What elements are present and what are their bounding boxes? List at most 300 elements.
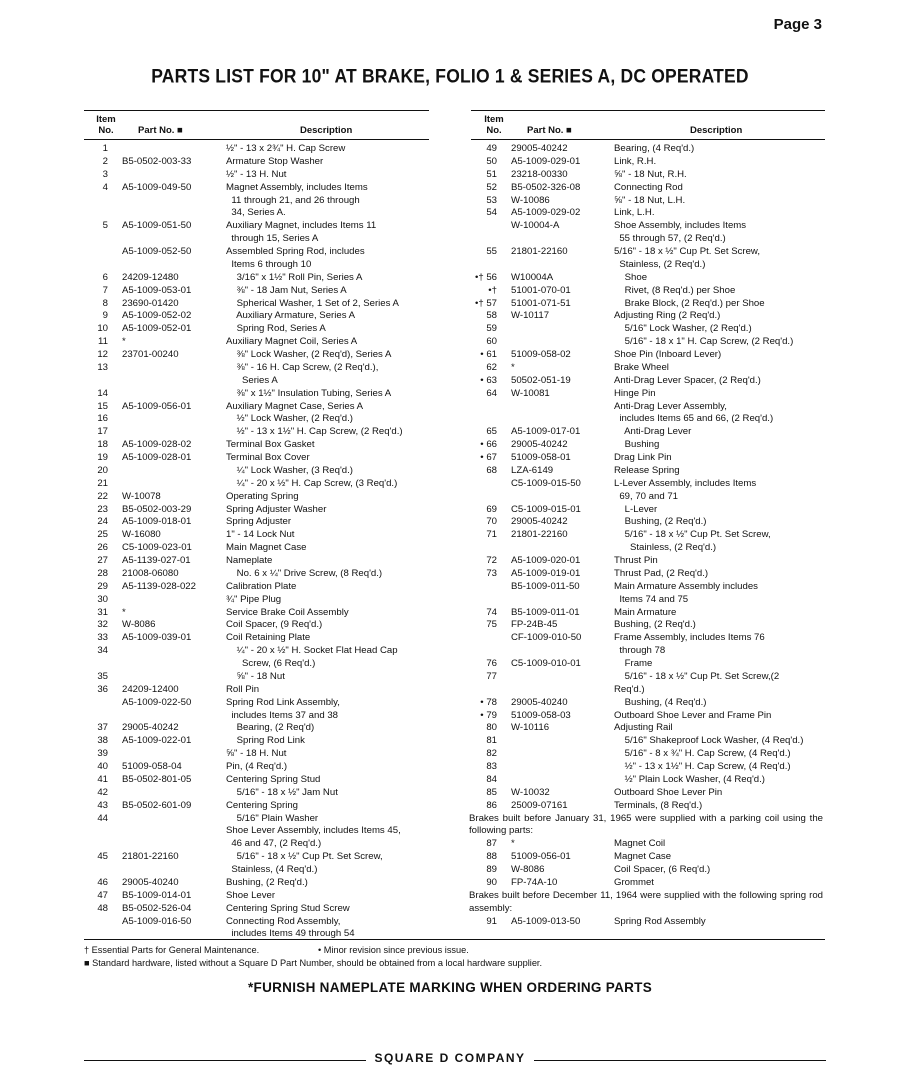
- table-row: [471, 581, 825, 594]
- part-number: A5-1009-013-50: [511, 915, 581, 927]
- part-number: 29005-40240: [122, 876, 179, 888]
- part-description: Link, R.H.: [614, 155, 657, 167]
- part-description: Screw, (6 Req'd.): [226, 658, 316, 669]
- table-row: [84, 671, 429, 684]
- part-description: Grommet: [614, 876, 654, 888]
- part-description: Auxiliary Magnet Coil, Series A: [226, 336, 358, 348]
- part-number: 51009-058-04: [122, 761, 182, 772]
- part-description: Calibration Plate: [226, 580, 297, 592]
- table-row: [84, 401, 429, 414]
- part-description: L-Lever: [614, 503, 658, 515]
- part-number: W-10116: [511, 722, 550, 734]
- table-row: [84, 890, 429, 903]
- table-row: [84, 272, 429, 285]
- item-number: 83: [486, 761, 497, 772]
- part-description: Drag Link Pin: [614, 452, 672, 463]
- table-row: [471, 362, 825, 375]
- part-description: Shoe: [614, 271, 648, 283]
- part-description: ½" Lock Washer, (2 Req'd.): [226, 413, 353, 425]
- part-description: Anti-Drag Lever Assembly,: [614, 400, 727, 412]
- part-description: Spring Rod Link Assembly,: [226, 696, 340, 708]
- part-description: ⅜" - 18 Jam Nut, Series A: [226, 284, 347, 296]
- table-row: [471, 272, 825, 285]
- part-description: No. 6 x ¼" Drive Screw, (8 Req'd.): [226, 567, 383, 579]
- table-row: [84, 388, 429, 401]
- part-description: ½" - 13 x 2¾" H. Cap Screw: [226, 143, 346, 154]
- part-description: 5/16" - 18 x 1" H. Cap Screw, (2 Req'd.): [614, 336, 794, 348]
- description-header: Description: [690, 125, 743, 136]
- left-parts-table: [84, 143, 429, 941]
- item-number: •†: [488, 284, 497, 296]
- footnote-essential: † Essential Parts for General Maintenance.: [84, 945, 260, 955]
- part-number: *: [122, 336, 126, 348]
- table-row: [84, 594, 429, 607]
- item-number: 38: [97, 735, 108, 747]
- part-description: 3/16" x 1½" Roll Pin, Series A: [226, 271, 363, 283]
- part-description: Spring Rod, Series A: [226, 323, 326, 335]
- item-number: 6: [102, 271, 108, 283]
- item-number: •† 57: [474, 297, 497, 309]
- item-number: 15: [97, 400, 108, 412]
- note-text: Brakes built before December 11, 1964 were supplied with the following spring rod assembly:: [469, 889, 823, 914]
- part-number: A5-1009-022-01: [122, 735, 192, 747]
- part-number: B5-0502-526-04: [122, 902, 192, 914]
- part-number: A5-1009-039-01: [122, 632, 192, 644]
- table-row: [471, 529, 825, 542]
- item-number: 18: [97, 439, 108, 451]
- table-row: [84, 800, 429, 813]
- part-number: W-10086: [511, 194, 550, 206]
- item-number: 1: [102, 143, 108, 154]
- part-description: Assembled Spring Rod, includes: [226, 246, 365, 257]
- table-row: [84, 813, 429, 826]
- item-number: 54: [486, 207, 497, 219]
- part-description: 34, Series A.: [226, 207, 286, 219]
- item-number: 29: [97, 580, 108, 592]
- part-number: W-10117: [511, 310, 550, 322]
- part-description: Armature Stop Washer: [226, 155, 324, 167]
- part-description: 55 through 57, (2 Req'd.): [614, 233, 726, 245]
- item-number: 3: [102, 168, 108, 180]
- part-number: A5-1009-028-02: [122, 439, 192, 451]
- part-description: Spring Adjuster: [226, 516, 292, 528]
- item-number: 43: [97, 799, 108, 811]
- part-description: Bearing, (2 Req'd): [226, 722, 315, 734]
- table-row: [471, 491, 825, 504]
- part-description: 1" - 14 Lock Nut: [226, 529, 295, 541]
- table-row: [471, 504, 825, 517]
- table-row: [84, 310, 429, 323]
- part-number: B5-0502-003-29: [122, 503, 192, 515]
- table-row: [84, 761, 429, 774]
- part-description: Series A: [226, 374, 278, 386]
- part-description: ¾" Pipe Plug: [226, 593, 282, 605]
- table-row: [84, 362, 429, 375]
- table-row: [84, 619, 429, 632]
- item-number: 81: [486, 735, 497, 747]
- item-number: 34: [97, 645, 108, 657]
- item-number: 72: [486, 555, 497, 566]
- table-row: [471, 349, 825, 362]
- table-row: [84, 207, 429, 220]
- part-number: B5-1009-011-01: [511, 606, 580, 618]
- part-number: 21008-06080: [122, 567, 179, 579]
- item-number: 85: [486, 786, 497, 798]
- part-number: A5-1139-027-01: [122, 555, 191, 566]
- part-number: C5-1009-015-01: [511, 503, 581, 515]
- part-description: Outboard Shoe Lever Pin: [614, 786, 723, 798]
- table-row: [84, 851, 429, 864]
- part-description: through 78: [614, 645, 666, 657]
- part-number: A5-1009-052-50: [122, 246, 192, 257]
- part-description: Spring Rod Assembly: [614, 915, 706, 927]
- part-no-header: Part No. ■: [527, 125, 572, 136]
- item-number: 23: [97, 503, 108, 515]
- table-row: [84, 195, 429, 208]
- table-row: [84, 413, 429, 426]
- part-description: Auxiliary Magnet Case, Series A: [226, 400, 364, 412]
- part-number: 21801-22160: [511, 246, 568, 257]
- part-number: 51009-056-01: [511, 851, 571, 863]
- table-row: [471, 838, 825, 851]
- item-number: 37: [97, 722, 108, 734]
- rule: [471, 110, 825, 111]
- part-number: LZA-6149: [511, 464, 554, 476]
- table-row: [84, 465, 429, 478]
- table-row: [84, 246, 429, 259]
- part-description: Centering Spring Stud Screw: [226, 902, 350, 914]
- part-number: FP-24B-45: [511, 619, 558, 631]
- part-description: Main Armature: [614, 606, 677, 618]
- part-number: A5-1009-017-01: [511, 426, 581, 438]
- item-number: 69: [486, 503, 497, 515]
- part-description: Magnet Case: [614, 851, 672, 863]
- part-description: includes Items 65 and 66, (2 Req'd.): [614, 413, 774, 425]
- part-description: Connecting Rod Assembly,: [226, 915, 341, 927]
- part-description: Main Armature Assembly includes: [614, 580, 758, 592]
- furnish-note: *FURNISH NAMEPLATE MARKING WHEN ORDERING PARTS: [247, 980, 653, 995]
- part-number: 29005-40242: [511, 439, 568, 451]
- item-number: • 79: [480, 709, 497, 721]
- table-row: [84, 439, 429, 452]
- table-row: [84, 529, 429, 542]
- part-number: B5-0502-003-33: [122, 155, 192, 167]
- part-description: 11 through 21, and 26 through: [226, 194, 360, 206]
- part-description: Thrust Pin: [614, 555, 658, 566]
- part-description: includes Items 49 through 54: [226, 928, 355, 940]
- part-description: 5/16" Shakeproof Lock Washer, (4 Req'd.): [614, 735, 804, 747]
- part-description: Shoe Lever Assembly, includes Items 45,: [226, 825, 401, 837]
- item-number: 31: [97, 606, 108, 618]
- table-row: [84, 375, 429, 388]
- item-number: 62: [486, 361, 497, 373]
- item-number: 13: [97, 361, 108, 373]
- part-description: Shoe Lever: [226, 889, 276, 901]
- part-description: ⅝" - 18 H. Nut: [226, 748, 287, 760]
- part-description: 5/16" - 18 x ½" Cup Pt. Set Screw,(2: [614, 670, 780, 682]
- table-row: [471, 542, 825, 555]
- part-description: Link, L.H.: [614, 207, 655, 219]
- table-row: [471, 800, 825, 813]
- part-description: Release Spring: [614, 464, 680, 476]
- part-number: 51009-058-03: [511, 709, 571, 721]
- part-number: A5-1139-028-022: [122, 580, 196, 592]
- part-number: 23218-00330: [511, 168, 568, 180]
- table-row: [84, 838, 429, 851]
- part-description: Coil Retaining Plate: [226, 632, 311, 644]
- table-row: [471, 413, 825, 426]
- part-number: C5-1009-023-01: [122, 542, 192, 554]
- part-number: 29005-40242: [511, 143, 568, 154]
- part-description: Main Magnet Case: [226, 542, 307, 554]
- part-number: 29005-40240: [511, 696, 568, 708]
- item-number: 44: [97, 812, 108, 824]
- item-number: 74: [486, 606, 497, 618]
- item-number: 65: [486, 426, 497, 438]
- table-row: [471, 310, 825, 323]
- table-row: [84, 903, 429, 916]
- rule: [84, 110, 429, 111]
- table-row: [84, 182, 429, 195]
- item-number: 52: [486, 181, 497, 193]
- part-number: A5-1009-028-01: [122, 452, 192, 463]
- table-row: [471, 323, 825, 336]
- table-row: [471, 916, 825, 929]
- part-description: 5/16" - 18 x ½" Cup Pt. Set Screw,: [614, 529, 771, 541]
- part-description: Hinge Pin: [614, 387, 656, 399]
- part-description: Bushing, (2 Req'd.): [614, 516, 707, 528]
- table-row: [84, 143, 429, 156]
- table-row: [84, 825, 429, 838]
- item-number: 60: [486, 336, 497, 348]
- table-row: [471, 207, 825, 220]
- part-number: A5-1009-020-01: [511, 555, 581, 566]
- item-number: 16: [97, 413, 108, 425]
- item-number: 8: [102, 297, 108, 309]
- item-number: 35: [97, 670, 108, 682]
- table-note: [471, 890, 825, 916]
- table-row: [471, 259, 825, 272]
- table-row: [471, 851, 825, 864]
- item-number: 9: [102, 310, 108, 322]
- item-number: 50: [486, 155, 497, 167]
- item-number: 14: [97, 387, 108, 399]
- part-number: A5-1009-052-02: [122, 310, 192, 322]
- item-number: 51: [486, 168, 497, 180]
- part-description: 69, 70 and 71: [614, 490, 679, 502]
- table-row: [84, 697, 429, 710]
- table-row: [471, 336, 825, 349]
- part-number: 21801-22160: [511, 529, 568, 541]
- part-description: ⅜" Lock Washer, (2 Req'd), Series A: [226, 349, 392, 360]
- item-number: 59: [486, 323, 497, 335]
- table-row: [84, 298, 429, 311]
- table-row: [471, 864, 825, 877]
- part-description: Bushing, (2 Req'd.): [226, 876, 308, 888]
- part-description: Bushing, (2 Req'd.): [614, 619, 696, 631]
- table-row: [471, 671, 825, 684]
- item-number: 26: [97, 542, 108, 554]
- part-number: 23701-00240: [122, 349, 179, 360]
- part-description: Operating Spring: [226, 490, 299, 502]
- part-description: Frame Assembly, includes Items 76: [614, 632, 765, 644]
- part-description: Spring Adjuster Washer: [226, 503, 327, 515]
- item-number: 40: [97, 761, 108, 772]
- part-number: W-10081: [511, 387, 550, 399]
- part-number: W-16080: [122, 529, 161, 541]
- table-row: [84, 349, 429, 362]
- part-description: Terminals, (8 Req'd.): [614, 799, 703, 811]
- table-row: [84, 774, 429, 787]
- table-row: [471, 877, 825, 890]
- part-description: Connecting Rod: [614, 181, 683, 193]
- item-number: 7: [102, 284, 108, 296]
- item-number: 17: [97, 426, 108, 438]
- item-number: • 66: [480, 439, 497, 451]
- table-row: [471, 298, 825, 311]
- part-number: A5-1009-019-01: [511, 567, 581, 579]
- table-row: [84, 555, 429, 568]
- part-description: Stainless, (2 Req'd.): [614, 542, 717, 554]
- part-description: ¼" Lock Washer, (3 Req'd.): [226, 464, 353, 476]
- table-row: [84, 645, 429, 658]
- part-description: Terminal Box Cover: [226, 452, 310, 463]
- item-number: 84: [486, 773, 497, 785]
- part-number: A5-1009-056-01: [122, 400, 192, 412]
- item-no-header: Item No.: [96, 114, 116, 136]
- part-number: 51009-058-02: [511, 349, 571, 360]
- table-row: [471, 645, 825, 658]
- table-row: [84, 916, 429, 929]
- part-description: ½" Plain Lock Washer, (4 Req'd.): [614, 773, 765, 785]
- part-number: 51001-070-01: [511, 284, 571, 296]
- item-number: 5: [102, 220, 108, 232]
- table-row: [84, 710, 429, 723]
- item-number: • 67: [480, 452, 497, 463]
- item-number: • 78: [480, 696, 497, 708]
- right-parts-table: [471, 143, 825, 928]
- item-number: 49: [486, 143, 497, 154]
- table-row: [471, 426, 825, 439]
- item-number: 73: [486, 567, 497, 579]
- table-row: [471, 748, 825, 761]
- table-row: [471, 439, 825, 452]
- item-number: 25: [97, 529, 108, 541]
- part-description: L-Lever Assembly, includes Items: [614, 477, 757, 489]
- table-row: [471, 568, 825, 581]
- part-description: Anti-Drag Lever Spacer, (2 Req'd.): [614, 374, 761, 386]
- part-description: 46 and 47, (2 Req'd.): [226, 838, 322, 850]
- table-row: [84, 452, 429, 465]
- item-number: 24: [97, 516, 108, 528]
- item-number: 4: [102, 181, 108, 193]
- part-description: Bushing, (4 Req'd.): [614, 696, 707, 708]
- item-number: 46: [97, 876, 108, 888]
- item-number: 41: [97, 773, 108, 785]
- part-number: B5-1009-011-50: [511, 580, 580, 592]
- part-number: 50502-051-19: [511, 374, 571, 386]
- item-number: 80: [486, 722, 497, 734]
- table-row: [471, 452, 825, 465]
- part-description: Brake Wheel: [614, 361, 669, 373]
- item-number: 68: [486, 464, 497, 476]
- item-number: 19: [97, 452, 108, 463]
- part-description: 5/16" - 18 x ½" Cup Pt. Set Screw,: [226, 851, 383, 863]
- part-description: Spring Rod Link: [226, 735, 305, 747]
- table-row: [471, 774, 825, 787]
- table-row: [84, 323, 429, 336]
- part-description: Items 6 through 10: [226, 258, 312, 270]
- item-number: 30: [97, 593, 108, 605]
- table-row: [471, 697, 825, 710]
- item-number: 87: [486, 838, 497, 850]
- part-number: A5-1009-016-50: [122, 915, 192, 927]
- note-text: Brakes built before January 31, 1965 were supplied with a parking coil using the following parts:: [469, 812, 823, 837]
- part-number: C5-1009-015-50: [511, 477, 581, 489]
- description-header: Description: [300, 125, 353, 136]
- part-number: A5-1009-051-50: [122, 220, 192, 232]
- page-number: Page 3: [773, 16, 822, 33]
- part-description: Bearing, (4 Req'd.): [614, 143, 695, 154]
- item-number: 88: [486, 851, 497, 863]
- table-row: [471, 169, 825, 182]
- table-row: [471, 516, 825, 529]
- table-row: [84, 787, 429, 800]
- rule: [84, 139, 429, 140]
- table-row: [471, 710, 825, 723]
- part-description: 5/16" Lock Washer, (2 Req'd.): [614, 323, 752, 335]
- part-number: B5-0502-326-08: [511, 181, 581, 193]
- table-row: [84, 607, 429, 620]
- table-row: [84, 864, 429, 877]
- part-description: Adjusting Ring (2 Req'd.): [614, 310, 721, 322]
- table-row: [471, 478, 825, 491]
- part-description: Auxiliary Armature, Series A: [226, 310, 356, 322]
- table-row: [84, 426, 429, 439]
- table-row: [471, 787, 825, 800]
- item-number: 71: [486, 529, 497, 541]
- part-number: A5-1009-049-50: [122, 181, 192, 193]
- table-row: [471, 658, 825, 671]
- part-number: W-10032: [511, 786, 550, 798]
- part-number: A5-1009-022-50: [122, 696, 192, 708]
- part-description: Spherical Washer, 1 Set of 2, Series A: [226, 297, 399, 309]
- table-note: [471, 813, 825, 839]
- item-number: 45: [97, 851, 108, 863]
- part-number: A5-1009-053-01: [122, 284, 192, 296]
- item-number: 53: [486, 194, 497, 206]
- item-number: 76: [486, 658, 497, 669]
- item-number: 89: [486, 864, 497, 875]
- part-description: 5/16" - 8 x ¾" H. Cap Screw, (4 Req'd.): [614, 748, 791, 760]
- rule: [84, 939, 825, 940]
- part-number: *: [122, 606, 126, 618]
- part-description: Service Brake Coil Assembly: [226, 606, 349, 618]
- part-description: Adjusting Rail: [614, 722, 673, 734]
- table-row: [471, 684, 825, 697]
- item-number: 90: [486, 876, 497, 888]
- part-description: Nameplate: [226, 555, 273, 566]
- table-row: [471, 195, 825, 208]
- footnote-revision: • Minor revision since previous issue.: [318, 945, 469, 955]
- part-description: ⅝" - 18 Nut, R.H.: [614, 168, 687, 180]
- table-row: [84, 259, 429, 272]
- part-number: A5-1009-052-01: [122, 323, 192, 335]
- part-number: W-10004-A: [511, 220, 560, 232]
- item-number: 22: [97, 490, 108, 502]
- item-number: 86: [486, 799, 497, 811]
- table-row: [471, 735, 825, 748]
